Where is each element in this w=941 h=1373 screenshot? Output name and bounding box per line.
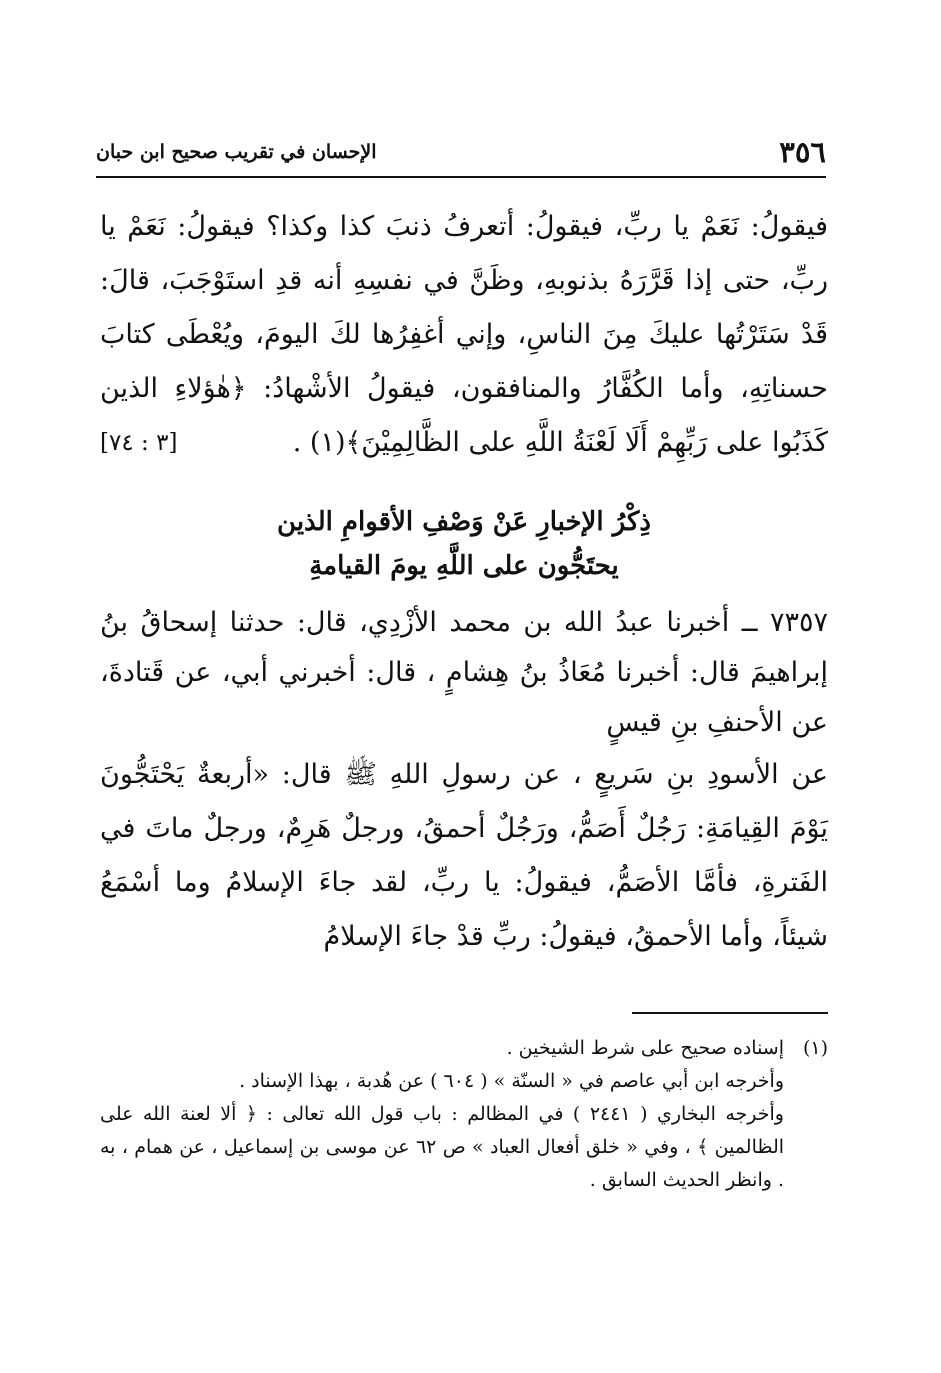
section-heading (100, 500, 828, 588)
hadith-paragraph (100, 748, 828, 964)
footnotes (100, 1032, 828, 1197)
isnad-paragraph (100, 598, 828, 748)
footnote-rule (632, 1012, 828, 1014)
footnote-line3: وأخرجه البخاري ( ٢٤٤١ ) في المظالم : باب قول الله تعالى : ﴿ ألا لعنة الله على الظالمين ﴾ ، وفي « خلق أفعال العباد » ص ٦٢ عن موسى بن إسماعيل ، عن همام ، به . وانظر الحديث السابق . (100, 1103, 785, 1191)
footnote-line2: وأخرجه ابن أبي عاصم في « السنّة » ( ٦٠٤ ) عن هُدبة ، بهذا الإسناد . (239, 1070, 784, 1092)
continuation-paragraph (100, 200, 828, 470)
section-heading-line1: ذِكْرُ الإخبارِ عَنْ وَصْفِ الأقوامِ الذين (277, 507, 651, 537)
continuation-text: فيقولُ: نَعَمْ يا ربِّ، فيقولُ: أتعرفُ ذنبَ كذا وكذا؟ فيقولُ: نَعَمْ يا ربِّ، حتى إذا قَرَّرَهُ بذنوبهِ، وظَنَّ في نفسِهِ أنه قدِ استَوْجَبَ، قالَ: قَدْ سَتَرْتُها عليكَ مِنَ الناسِ، وإني أغفِرُها لكَ اليومَ، ويُعْطَى كتابَ حسناتِهِ، وأما الكُفَّارُ والمنافقون، فيقولُ الأشْهادُ: ﴿هٰؤلاءِ الذين كَذَبُوا على رَبِّهِمْ أَلَا لَعْنَةُ اللَّهِ على الظَّالِمِيْنَ﴾(١) . (100, 211, 828, 458)
hadith-text: عن الأسودِ بنِ سَريعٍ ، عن رسولِ اللهِ ﷺ قال: «أربعةٌ يَحْتَجُّونَ يَوْمَ القِيامَةِ: رَجُلٌ أَصَمُّ، ورَجُلٌ أحمقُ، ورجلٌ هَرِمٌ، ورجلٌ ماتَ في الفَترةِ، فأمَّا الأصَمُّ، فيقولُ: يا ربِّ، لقد جاءَ الإسلامُ وما أسْمَعُ شيئاً، وأما الأحمقُ، فيقولُ: ربِّ قدْ جاءَ الإسلامُ (100, 759, 828, 952)
footnote-1 (100, 1032, 828, 1065)
section-heading-line2: يحتَجُّون على اللَّهِ يومَ القيامةِ (309, 551, 619, 581)
footnote-line1: إسناده صحيح على شرط الشيخين . (506, 1037, 784, 1059)
page-header (96, 135, 826, 175)
quran-reference: [٣ : ٧٤] (100, 430, 178, 456)
footnote-marker: (١) (802, 1037, 828, 1059)
running-title: الإحسان في تقريب صحيح ابن حبان (96, 141, 377, 163)
header-rule (96, 176, 826, 178)
isnad-text: ٧٣٥٧ ــ أخبرنا عبدُ الله بن محمد الأزْدِي، قال: حدثنا إسحاقُ بنُ إبراهيمَ قال: أخبرنا مُعَاذُ بنُ هِشامٍ ، قال: أخبرني أبي، عن قَتادةَ، عن الأحنفِ بنِ قيسٍ (100, 607, 828, 738)
page-number: ٣٥٦ (779, 135, 826, 169)
